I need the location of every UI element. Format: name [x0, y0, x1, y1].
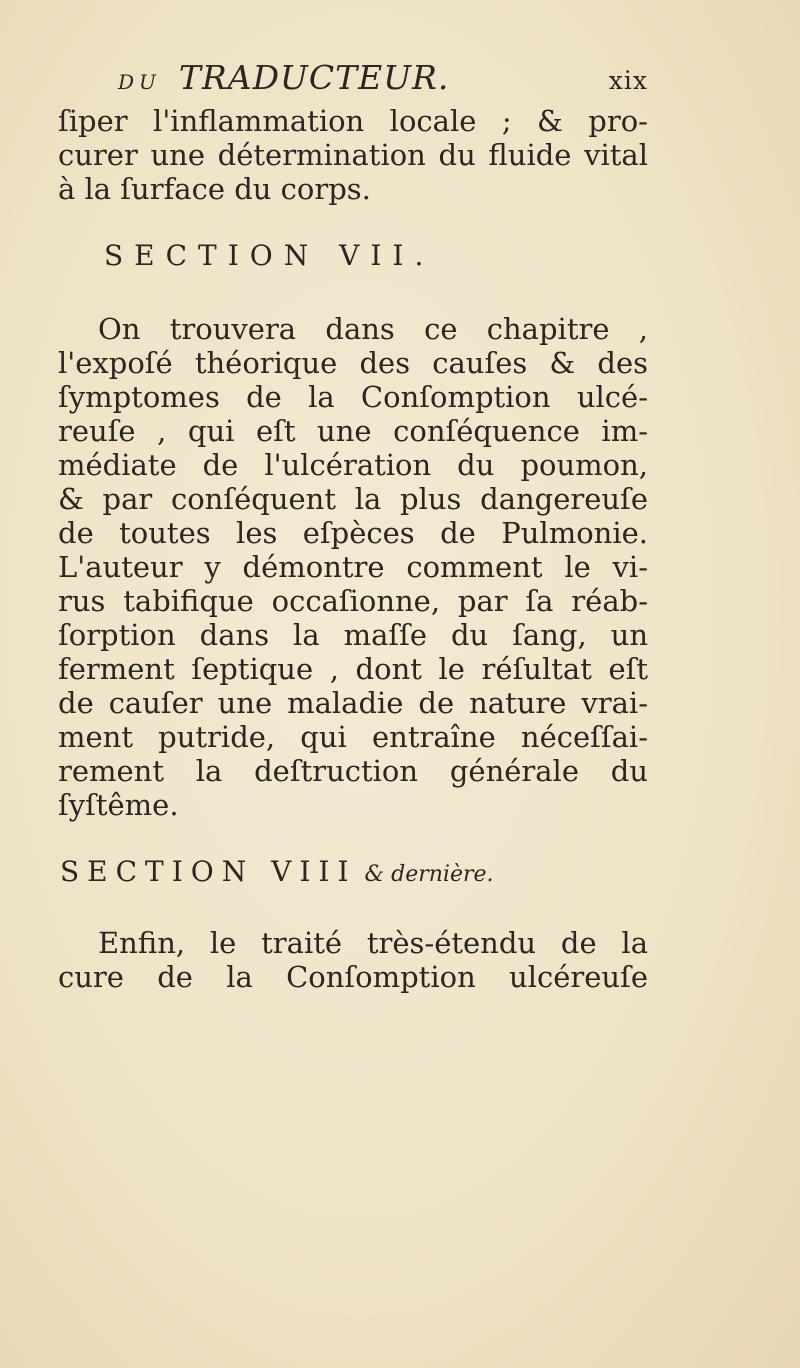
text-line: ſyſtême.	[58, 788, 179, 822]
text-line: curer une détermination du fluide vital	[58, 138, 648, 172]
section-vii-paragraph	[58, 312, 648, 822]
section-viii-heading	[58, 852, 648, 892]
running-head-prefix: DU	[118, 70, 161, 94]
section-viii-paragraph	[58, 926, 648, 994]
text-line: reuſe , qui eſt une conſéquence im-	[58, 414, 648, 448]
text-block	[58, 58, 648, 994]
section-viii-suffix: & dernière.	[364, 862, 494, 887]
section-vii-heading: SECTION VII.	[104, 239, 435, 272]
text-line: ſymptomes de la Conſomption ulcé-	[58, 380, 648, 414]
text-line: rus tabifique occaſionne, par ſa réab-	[58, 584, 648, 618]
running-head	[58, 58, 648, 104]
text-line: ſorption dans la maſſe du ſang, un	[58, 618, 648, 652]
running-head-title: TRADUCTEUR.	[178, 58, 450, 97]
text-line: cure de la Conſomption ulcéreuſe	[58, 960, 648, 994]
text-line: & par conſéquent la plus dangereuſe	[58, 482, 648, 516]
continuation-paragraph	[58, 104, 648, 206]
text-line: de toutes les eſpèces de Pulmonie.	[58, 516, 648, 550]
text-line: ferment ſeptique , dont le réſultat eſt	[58, 652, 648, 686]
text-line: ſiper l'inflammation locale ; & pro-	[58, 104, 648, 138]
text-line: médiate de l'ulcération du poumon,	[58, 448, 648, 482]
text-line: Enfin, le traité très-étendu de la	[98, 926, 648, 960]
text-line: ment putride, qui entraîne néceſſai-	[58, 720, 648, 754]
section-viii-title: SECTION VIII	[60, 855, 357, 888]
text-line: rement la deſtruction générale du	[58, 754, 648, 788]
text-line: l'expoſé théorique des cauſes & des	[58, 346, 648, 380]
page-number: xix	[608, 66, 648, 95]
text-line: à la ſurface du corps.	[58, 172, 371, 206]
text-line: L'auteur y démontre comment le vi-	[58, 550, 648, 584]
text-line: On trouvera dans ce chapitre ,	[98, 312, 648, 346]
text-line: de cauſer une maladie de nature vrai-	[58, 686, 648, 720]
